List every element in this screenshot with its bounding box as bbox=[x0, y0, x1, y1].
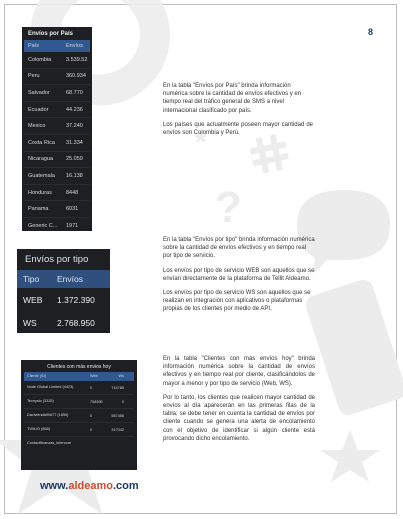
cell-tipo: WEB bbox=[23, 294, 43, 305]
cell-envios: 2.768.950 bbox=[57, 317, 95, 328]
table-row bbox=[24, 218, 90, 231]
cell-envios: 8448 bbox=[66, 189, 79, 196]
table-row bbox=[24, 69, 90, 86]
cell-cliente: Node Global Limited (4423) bbox=[27, 385, 74, 389]
cell-envios: 25.059 bbox=[66, 156, 83, 163]
cell-pais: Peru bbox=[28, 73, 40, 80]
column-header-pais: País bbox=[28, 43, 40, 49]
table-row bbox=[24, 85, 90, 102]
column-header-tipo: Tipo bbox=[23, 274, 40, 284]
column-header-cliente: Cliente (ID) bbox=[27, 374, 47, 378]
question-mark-icon: ? bbox=[215, 183, 242, 232]
table-row bbox=[24, 102, 90, 119]
cell-envios: 1971 bbox=[66, 222, 79, 229]
small-star-icon bbox=[320, 430, 380, 482]
paragraph: Los envíos por tipo de servicio WS son aquellos que se realizan en integración con aplicativos o plataformas propias de los clientes por medio de API. bbox=[163, 290, 311, 313]
text-block-tipo bbox=[163, 236, 315, 320]
cell-pais: Colombia bbox=[28, 56, 52, 63]
page-number: 8 bbox=[367, 27, 373, 37]
cell-pais: Guatemala bbox=[28, 172, 55, 179]
cell-pais: Honduras bbox=[28, 189, 52, 196]
paragraph: En la tabla "Envíos por País" brinda información numérica sobre la cantidad de envíos efectivos y en tiempo real del tráfico general de SMS a nivel internacional clasificado por país. bbox=[163, 83, 302, 114]
paragraph: En la tabla "Clientes con más envíos hoy" brinda información numérica sobre la cantidad de envíos efectivos y en tiempo real por cliente, clasificándolos de mayor a menor y por tipo de servicio (Web, WS). bbox=[163, 356, 315, 387]
cell-pais: Costa Rica bbox=[28, 139, 55, 146]
cell-tipo: WS bbox=[23, 317, 37, 328]
phone-icon bbox=[303, 277, 403, 418]
paragraph: Los países que actualmente poseen mayor cantidad de envíos son Colombia y Perú. bbox=[163, 121, 313, 137]
table-header bbox=[24, 40, 90, 52]
table-row bbox=[24, 118, 90, 135]
cell-envios: 16.138 bbox=[66, 172, 83, 179]
cell-web: 0 bbox=[90, 385, 93, 390]
panel-title: Clientes con más envios hoy bbox=[47, 364, 111, 370]
envios-por-tipo-panel bbox=[17, 249, 110, 333]
table-header bbox=[17, 270, 110, 288]
table-row bbox=[24, 423, 134, 437]
table-row bbox=[24, 152, 90, 169]
cell-cliente: Tecnysio (3333) bbox=[27, 399, 54, 403]
cell-envios: 44.236 bbox=[66, 106, 83, 113]
cell-envios: 3.539.52 bbox=[66, 56, 88, 63]
table-row bbox=[24, 52, 90, 69]
clientes-con-mas-envios-panel bbox=[21, 360, 137, 470]
paragraph: Por lo tanto, los clientes que realicen mayor cantidad de envíos al día aparecerán en las primeras filas de la tabla; se debe tener en cuenta la cantidad de envíos por cliente cuando se genera una alerta de encolamiento con el objetivo de identificar si algún cliente está provocando dicho encolamiento. bbox=[163, 394, 315, 442]
cell-ws: 317042 bbox=[111, 427, 124, 432]
text-block-clientes bbox=[163, 355, 315, 449]
footer-url-suffix: .com bbox=[112, 480, 139, 492]
column-header-web: Web bbox=[90, 374, 98, 378]
table-row bbox=[24, 201, 90, 218]
cell-cliente: Contactfinanzas_intercom bbox=[27, 441, 71, 445]
table-row bbox=[24, 395, 134, 409]
table-row bbox=[24, 185, 90, 202]
table-row bbox=[24, 409, 134, 423]
table-row bbox=[24, 437, 134, 450]
cell-envios: 1.372.390 bbox=[57, 294, 95, 305]
table-body bbox=[22, 52, 92, 231]
asterisk-icon: * bbox=[195, 126, 207, 159]
cell-envios: 6031 bbox=[66, 206, 79, 213]
footer-url-brand: aldeamo bbox=[68, 480, 113, 492]
table-row bbox=[17, 288, 110, 311]
column-header-envios: Envíos bbox=[66, 43, 83, 49]
cell-ws: 0 bbox=[121, 399, 124, 404]
cell-pais: Mexico bbox=[28, 123, 46, 130]
text-block-pais bbox=[163, 82, 313, 143]
panel-title: Envíos por País bbox=[28, 31, 74, 37]
cell-pais: Nicaragua bbox=[28, 156, 54, 163]
column-header-envios: Envíos bbox=[57, 274, 83, 284]
cell-cliente: Davivienda90677 (1655) bbox=[27, 413, 69, 417]
footer-url-prefix: www. bbox=[40, 480, 69, 492]
cell-envios: 68.770 bbox=[66, 89, 83, 96]
table-row bbox=[24, 381, 134, 395]
footer-website-link[interactable] bbox=[40, 480, 139, 492]
cell-pais: Panama bbox=[28, 206, 49, 213]
table-row bbox=[17, 311, 110, 334]
cell-ws: 714785 bbox=[111, 385, 124, 390]
cell-envios: 360.934 bbox=[66, 73, 86, 80]
table-header bbox=[24, 372, 134, 381]
table-row bbox=[24, 168, 90, 185]
table-row bbox=[24, 135, 90, 152]
cell-pais: Ecuador bbox=[28, 106, 49, 113]
cell-pais: Salvador bbox=[28, 89, 50, 96]
paragraph: En la tabla "Envíos por tipo" brinda información numérica sobre la cantidad de envíos efectivos y en tiempo real por tipo de servicio. bbox=[163, 237, 315, 260]
panel-title: Envíos por tipo bbox=[25, 254, 89, 265]
cell-envios: 37.240 bbox=[66, 123, 83, 130]
cell-pais: Generic C... bbox=[28, 222, 58, 229]
envios-por-pais-panel bbox=[22, 27, 92, 231]
cell-web: 0 bbox=[90, 427, 93, 432]
cell-envios: 31.334 bbox=[66, 139, 83, 146]
cell-ws: 557456 bbox=[111, 413, 124, 418]
cell-web: 708395 bbox=[90, 399, 103, 404]
column-header-ws: Ws bbox=[118, 374, 124, 378]
paragraph: Los envíos por tipo de servicio WEB son aquellos que se envían directamente de la plataforma de Tellit Aldeamo. bbox=[163, 267, 315, 282]
cell-web: 0 bbox=[90, 413, 93, 418]
cell-cliente: TWILIO (868) bbox=[27, 427, 50, 431]
